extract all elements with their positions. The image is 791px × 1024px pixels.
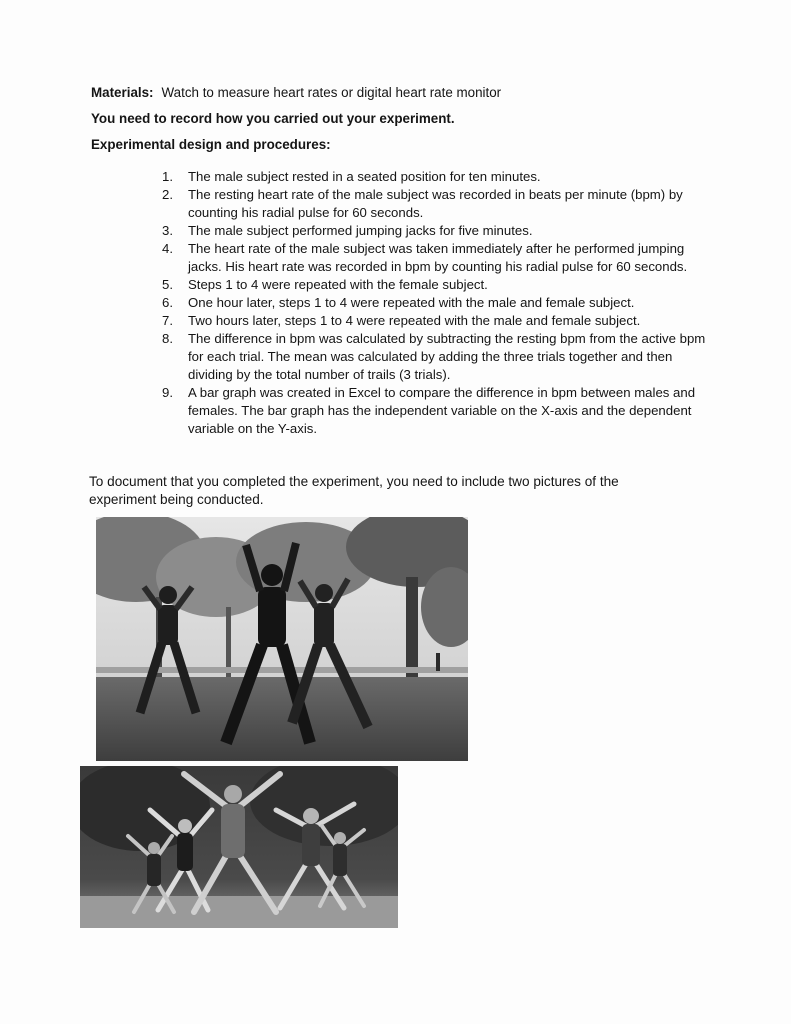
materials-label: Materials: xyxy=(91,85,154,100)
design-heading: Experimental design and procedures: xyxy=(91,137,331,152)
step-text: The resting heart rate of the male subject was recorded in beats per minute (bpm) by counting his radial pulse for 60 seconds. xyxy=(188,187,683,220)
step-number: 1. xyxy=(162,169,173,184)
procedure-step xyxy=(160,384,720,438)
step-text: Steps 1 to 4 were repeated with the female subject. xyxy=(188,277,488,292)
materials-line xyxy=(91,84,501,101)
step-number: 5. xyxy=(162,277,173,292)
step-text: One hour later, steps 1 to 4 were repeated with the male and female subject. xyxy=(188,295,635,310)
step-text: Two hours later, steps 1 to 4 were repeated with the male and female subject. xyxy=(188,313,641,328)
step-text: A bar graph was created in Excel to compare the difference in bpm between males and females. The bar graph has the independent variable on the X-axis and the dependent variable on the Y-axis. xyxy=(188,385,696,436)
step-number: 3. xyxy=(162,223,173,238)
procedure-step xyxy=(160,312,720,330)
procedure-step xyxy=(160,276,720,294)
record-note: You need to record how you carried out your experiment. xyxy=(91,111,455,126)
step-number: 9. xyxy=(162,385,173,400)
documentation-note: To document that you completed the experiment, you need to include two pictures of the experiment being conducted. xyxy=(89,474,619,507)
procedure-step xyxy=(160,330,720,384)
procedure-step xyxy=(160,222,720,240)
step-text: The male subject performed jumping jacks for five minutes. xyxy=(188,223,533,238)
step-number: 7. xyxy=(162,313,173,328)
materials-text: Watch to measure heart rates or digital heart rate monitor xyxy=(161,85,502,100)
step-number: 6. xyxy=(162,295,173,310)
step-number: 4. xyxy=(162,241,173,256)
step-number: 2. xyxy=(162,187,173,202)
jumping-jacks-photo-park xyxy=(96,517,468,761)
step-text: The male subject rested in a seated position for ten minutes. xyxy=(188,169,541,184)
procedure-list xyxy=(160,168,720,438)
step-text: The heart rate of the male subject was taken immediately after he performed jumping jacks. His heart rate was recorded in bpm by counting his radial pulse for 60 seconds. xyxy=(188,241,688,274)
step-number: 8. xyxy=(162,331,173,346)
procedure-step xyxy=(160,186,720,222)
jumping-jacks-photo-group xyxy=(80,766,398,928)
step-text: The difference in bpm was calculated by subtracting the resting bpm from the active bpm for each trial. The mean was calculated by adding the three trials together and then dividing by the total number of trails (3 trials). xyxy=(188,331,706,382)
procedure-step xyxy=(160,294,720,312)
procedure-step xyxy=(160,240,720,276)
procedure-step xyxy=(160,168,720,186)
